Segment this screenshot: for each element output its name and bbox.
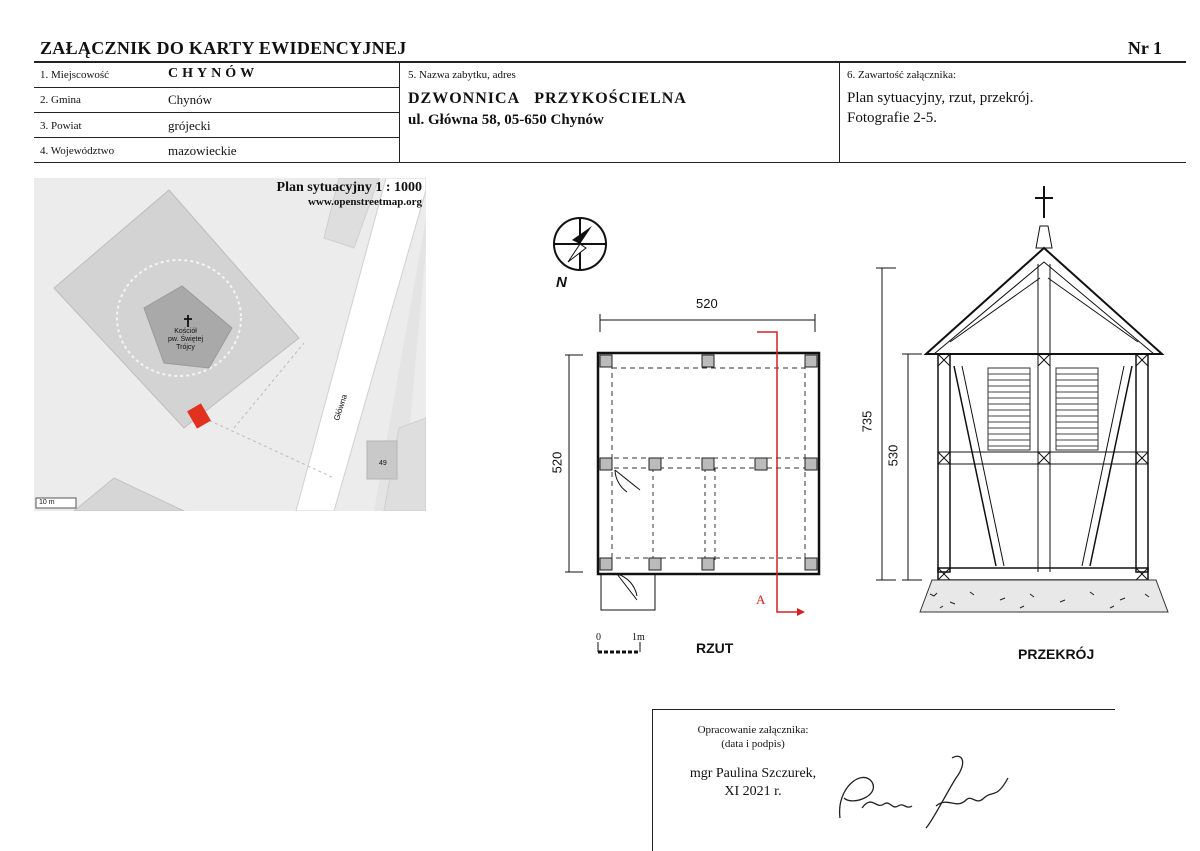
plan-scale-one: 1m [632, 632, 645, 643]
voivodeship-value: mazowieckie [168, 143, 237, 158]
plan-depth-dimension: 520 [549, 451, 565, 474]
locality-value: CHYNÓW [168, 66, 259, 81]
map-scale-label: 10 m [39, 499, 55, 506]
section-marker: A [756, 592, 766, 607]
monument-name: DZWONNICA PRZYKOŚCIELNA [408, 90, 687, 107]
map-title: Plan sytuacyjny 1 : 1000 [276, 180, 422, 195]
plan-caption: RZUT [696, 640, 734, 656]
house-number: 49 [379, 460, 387, 467]
document-title: ZAŁĄCZNIK DO KARTY EWIDENCYJNEJ [40, 38, 407, 58]
section-total-height: 735 [859, 410, 875, 433]
site-plan-map [34, 178, 426, 511]
map-drawing [34, 178, 426, 511]
signature-box-top [652, 709, 1115, 710]
table-divider-vertical [399, 62, 400, 162]
monument-address: ul. Główna 58, 05-650 Chynów [408, 112, 604, 128]
document-number: Nr 1 [1127, 38, 1162, 58]
north-arrow-icon [540, 212, 612, 294]
commune-label: 2. Gmina [40, 94, 81, 106]
signature-box-left [652, 709, 653, 851]
church-label-line: Kościół [174, 328, 197, 335]
floor-plan-body [565, 310, 835, 620]
voivodeship-label: 4. Województwo [40, 145, 115, 157]
contents-label: 6. Zawartość załącznika: [847, 69, 957, 81]
table-divider-vertical [839, 62, 840, 162]
contents-line-2: Fotografie 2-5. [847, 110, 937, 126]
church-label-line: Trójcy [176, 344, 195, 351]
section-wall-height: 530 [885, 444, 901, 467]
commune-value: Chynów [168, 92, 213, 107]
monument-label: 5. Nazwa zabytku, adres [408, 69, 516, 81]
header-rule [34, 61, 1186, 63]
map-title-block [277, 180, 422, 208]
north-label: N [556, 274, 567, 291]
locality-label: 1. Miejscowość [40, 69, 110, 81]
table-bottom-rule [34, 162, 1186, 163]
table-divider [34, 112, 400, 113]
author-name: mgr Paulina Szczurek, [689, 766, 817, 781]
contents-line-1: Plan sytuacyjny, rzut, przekrój. [847, 90, 1034, 106]
county-value: grójecki [168, 118, 211, 133]
county-label: 3. Powiat [40, 120, 82, 132]
plan-width-dimension: 520 [696, 296, 718, 311]
table-divider [34, 87, 400, 88]
church-label [168, 328, 203, 352]
section-caption: PRZEKRÓJ [1018, 646, 1095, 662]
plan-scale-zero: 0 [596, 632, 601, 643]
document-date: XI 2021 r. [724, 784, 782, 799]
section-drawing [870, 182, 1180, 618]
church-label-line: pw. Świętej [168, 336, 204, 343]
street-label: Główna [332, 393, 350, 422]
handwritten-signature [832, 748, 1032, 832]
signature-label-1: Opracowanie załącznika: [697, 724, 809, 736]
map-source: www.openstreetmap.org [307, 196, 422, 208]
table-divider [34, 137, 400, 138]
signature-label-2: (data i podpis) [721, 738, 785, 750]
